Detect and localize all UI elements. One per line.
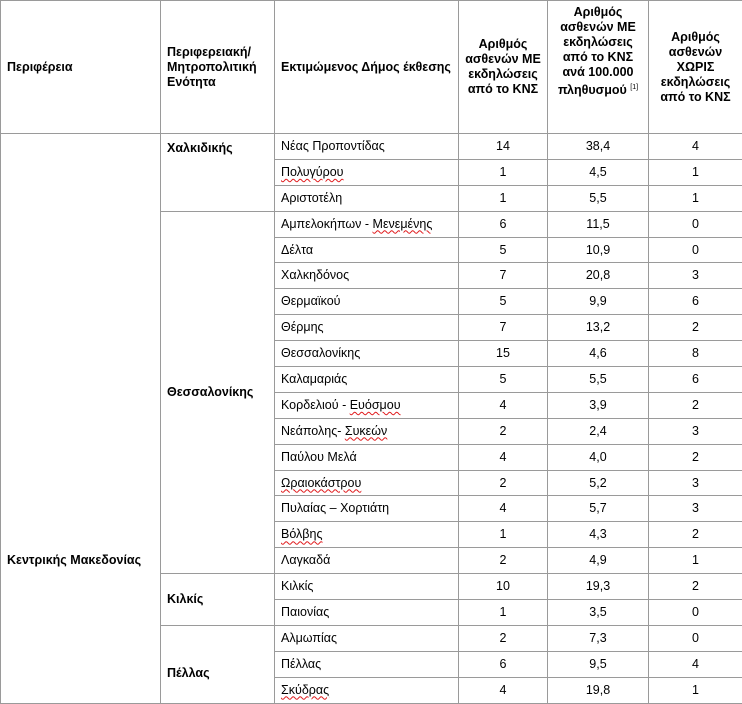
without-symptoms-cell: 1 [649, 548, 742, 574]
without-symptoms-cell: 2 [649, 522, 742, 548]
per-100k-cell: 4,9 [548, 548, 649, 574]
municipality-cell: Παιονίας [275, 600, 459, 626]
per-100k-cell: 9,9 [548, 289, 649, 315]
municipality-cell [275, 418, 459, 444]
without-symptoms-cell: 3 [649, 263, 742, 289]
header-with-symptoms: Αριθμός ασθενών ΜΕ εκδηλώσεις από το ΚΝΣ [459, 1, 548, 134]
without-symptoms-cell: 3 [649, 418, 742, 444]
table-header-row [1, 1, 742, 134]
municipality-text: Βόλβης [281, 527, 322, 541]
per-100k-cell: 38,4 [548, 134, 649, 160]
per-100k-cell: 3,9 [548, 392, 649, 418]
without-symptoms-cell: 2 [649, 444, 742, 470]
municipality-cell [275, 159, 459, 185]
municipality-cell: Παύλου Μελά [275, 444, 459, 470]
with-symptoms-cell: 5 [459, 367, 548, 393]
per-100k-cell: 4,0 [548, 444, 649, 470]
without-symptoms-cell: 0 [649, 211, 742, 237]
without-symptoms-cell: 6 [649, 367, 742, 393]
per-100k-cell: 3,5 [548, 600, 649, 626]
without-symptoms-cell: 6 [649, 289, 742, 315]
municipality-cell [275, 211, 459, 237]
with-symptoms-cell: 1 [459, 185, 548, 211]
municipality-text: Νεάπολης- [281, 424, 345, 438]
with-symptoms-cell: 1 [459, 600, 548, 626]
per-100k-cell: 7,3 [548, 625, 649, 651]
municipality-text-underlined: Μενεμένης [373, 217, 433, 231]
municipality-text-underlined: Συκεών [345, 424, 387, 438]
municipality-cell: Λαγκαδά [275, 548, 459, 574]
with-symptoms-cell: 6 [459, 211, 548, 237]
per-100k-cell: 5,2 [548, 470, 649, 496]
with-symptoms-cell: 2 [459, 470, 548, 496]
per-100k-cell: 20,8 [548, 263, 649, 289]
municipality-cell [275, 392, 459, 418]
municipality-text: Σκύδρας [281, 683, 329, 697]
per-100k-cell: 9,5 [548, 651, 649, 677]
municipality-cell: Καλαμαριάς [275, 367, 459, 393]
footnote-ref[interactable]: [1] [630, 84, 638, 91]
with-symptoms-cell: 15 [459, 341, 548, 367]
municipality-cell: Αλμωπίας [275, 625, 459, 651]
header-per-100k-text: Αριθμός ασθενών ΜΕ εκδηλώσεις από το ΚΝΣ ανά 100.000 πληθυσμού [558, 5, 636, 97]
with-symptoms-cell: 4 [459, 444, 548, 470]
municipality-cell: Αριστοτέλη [275, 185, 459, 211]
with-symptoms-cell: 2 [459, 548, 548, 574]
header-per-100k [548, 1, 649, 134]
without-symptoms-cell: 2 [649, 392, 742, 418]
municipality-cell: Χαλκηδόνος [275, 263, 459, 289]
per-100k-cell: 19,3 [548, 574, 649, 600]
with-symptoms-cell: 4 [459, 677, 548, 703]
municipality-cell: Θεσσαλονίκης [275, 341, 459, 367]
municipality-cell: Νέας Προποντίδας [275, 134, 459, 160]
without-symptoms-cell: 3 [649, 496, 742, 522]
with-symptoms-cell: 7 [459, 263, 548, 289]
per-100k-cell: 4,6 [548, 341, 649, 367]
municipality-cell: Κιλκίς [275, 574, 459, 600]
unit-thessaloniki: Θεσσαλονίκης [161, 211, 275, 573]
without-symptoms-cell: 4 [649, 134, 742, 160]
with-symptoms-cell: 1 [459, 522, 548, 548]
without-symptoms-cell: 2 [649, 315, 742, 341]
without-symptoms-cell: 0 [649, 600, 742, 626]
without-symptoms-cell: 3 [649, 470, 742, 496]
municipality-cell: Πυλαίας – Χορτιάτη [275, 496, 459, 522]
unit-kilkis: Κιλκίς [161, 574, 275, 626]
municipality-text: Πολυγύρου [281, 165, 344, 179]
without-symptoms-cell: 1 [649, 159, 742, 185]
with-symptoms-cell: 6 [459, 651, 548, 677]
municipality-cell: Δέλτα [275, 237, 459, 263]
with-symptoms-cell: 5 [459, 237, 548, 263]
with-symptoms-cell: 2 [459, 625, 548, 651]
per-100k-cell: 5,7 [548, 496, 649, 522]
without-symptoms-cell: 1 [649, 677, 742, 703]
municipality-text-underlined: Ευόσμου [350, 398, 401, 412]
with-symptoms-cell: 14 [459, 134, 548, 160]
municipality-text: Κορδελιού - [281, 398, 350, 412]
per-100k-cell: 4,5 [548, 159, 649, 185]
per-100k-cell: 5,5 [548, 367, 649, 393]
per-100k-cell: 11,5 [548, 211, 649, 237]
without-symptoms-cell: 8 [649, 341, 742, 367]
unit-chalkidiki: Χαλκιδικής [161, 134, 275, 212]
per-100k-cell: 10,9 [548, 237, 649, 263]
per-100k-cell: 5,5 [548, 185, 649, 211]
municipality-cell: Πέλλας [275, 651, 459, 677]
header-unit: Περιφερειακή/ Μητροπολιτική Ενότητα [161, 1, 275, 134]
municipality-cell [275, 522, 459, 548]
per-100k-cell: 19,8 [548, 677, 649, 703]
municipality-cell: Θερμαϊκού [275, 289, 459, 315]
per-100k-cell: 4,3 [548, 522, 649, 548]
with-symptoms-cell: 4 [459, 496, 548, 522]
header-municipality: Εκτιμώμενος Δήμος έκθεσης [275, 1, 459, 134]
without-symptoms-cell: 2 [649, 574, 742, 600]
with-symptoms-cell: 2 [459, 418, 548, 444]
per-100k-cell: 2,4 [548, 418, 649, 444]
without-symptoms-cell: 0 [649, 237, 742, 263]
municipality-cell: Θέρμης [275, 315, 459, 341]
header-without-symptoms: Αριθμός ασθενών ΧΩΡΙΣ εκδηλώσεις από το ΚΝΣ [649, 1, 742, 134]
with-symptoms-cell: 10 [459, 574, 548, 600]
municipality-cell [275, 470, 459, 496]
with-symptoms-cell: 1 [459, 159, 548, 185]
municipality-text: Ωραιοκάστρου [281, 476, 361, 490]
without-symptoms-cell: 0 [649, 625, 742, 651]
with-symptoms-cell: 5 [459, 289, 548, 315]
municipality-text: Αμπελοκήπων - [281, 217, 373, 231]
with-symptoms-cell: 4 [459, 392, 548, 418]
table-row [1, 134, 742, 160]
per-100k-cell: 13,2 [548, 315, 649, 341]
header-region: Περιφέρεια [1, 1, 161, 134]
without-symptoms-cell: 1 [649, 185, 742, 211]
region-cell: Κεντρικής Μακεδονίας [1, 134, 161, 704]
with-symptoms-cell: 7 [459, 315, 548, 341]
unit-pella: Πέλλας [161, 625, 275, 703]
without-symptoms-cell: 4 [649, 651, 742, 677]
municipality-cell [275, 677, 459, 703]
